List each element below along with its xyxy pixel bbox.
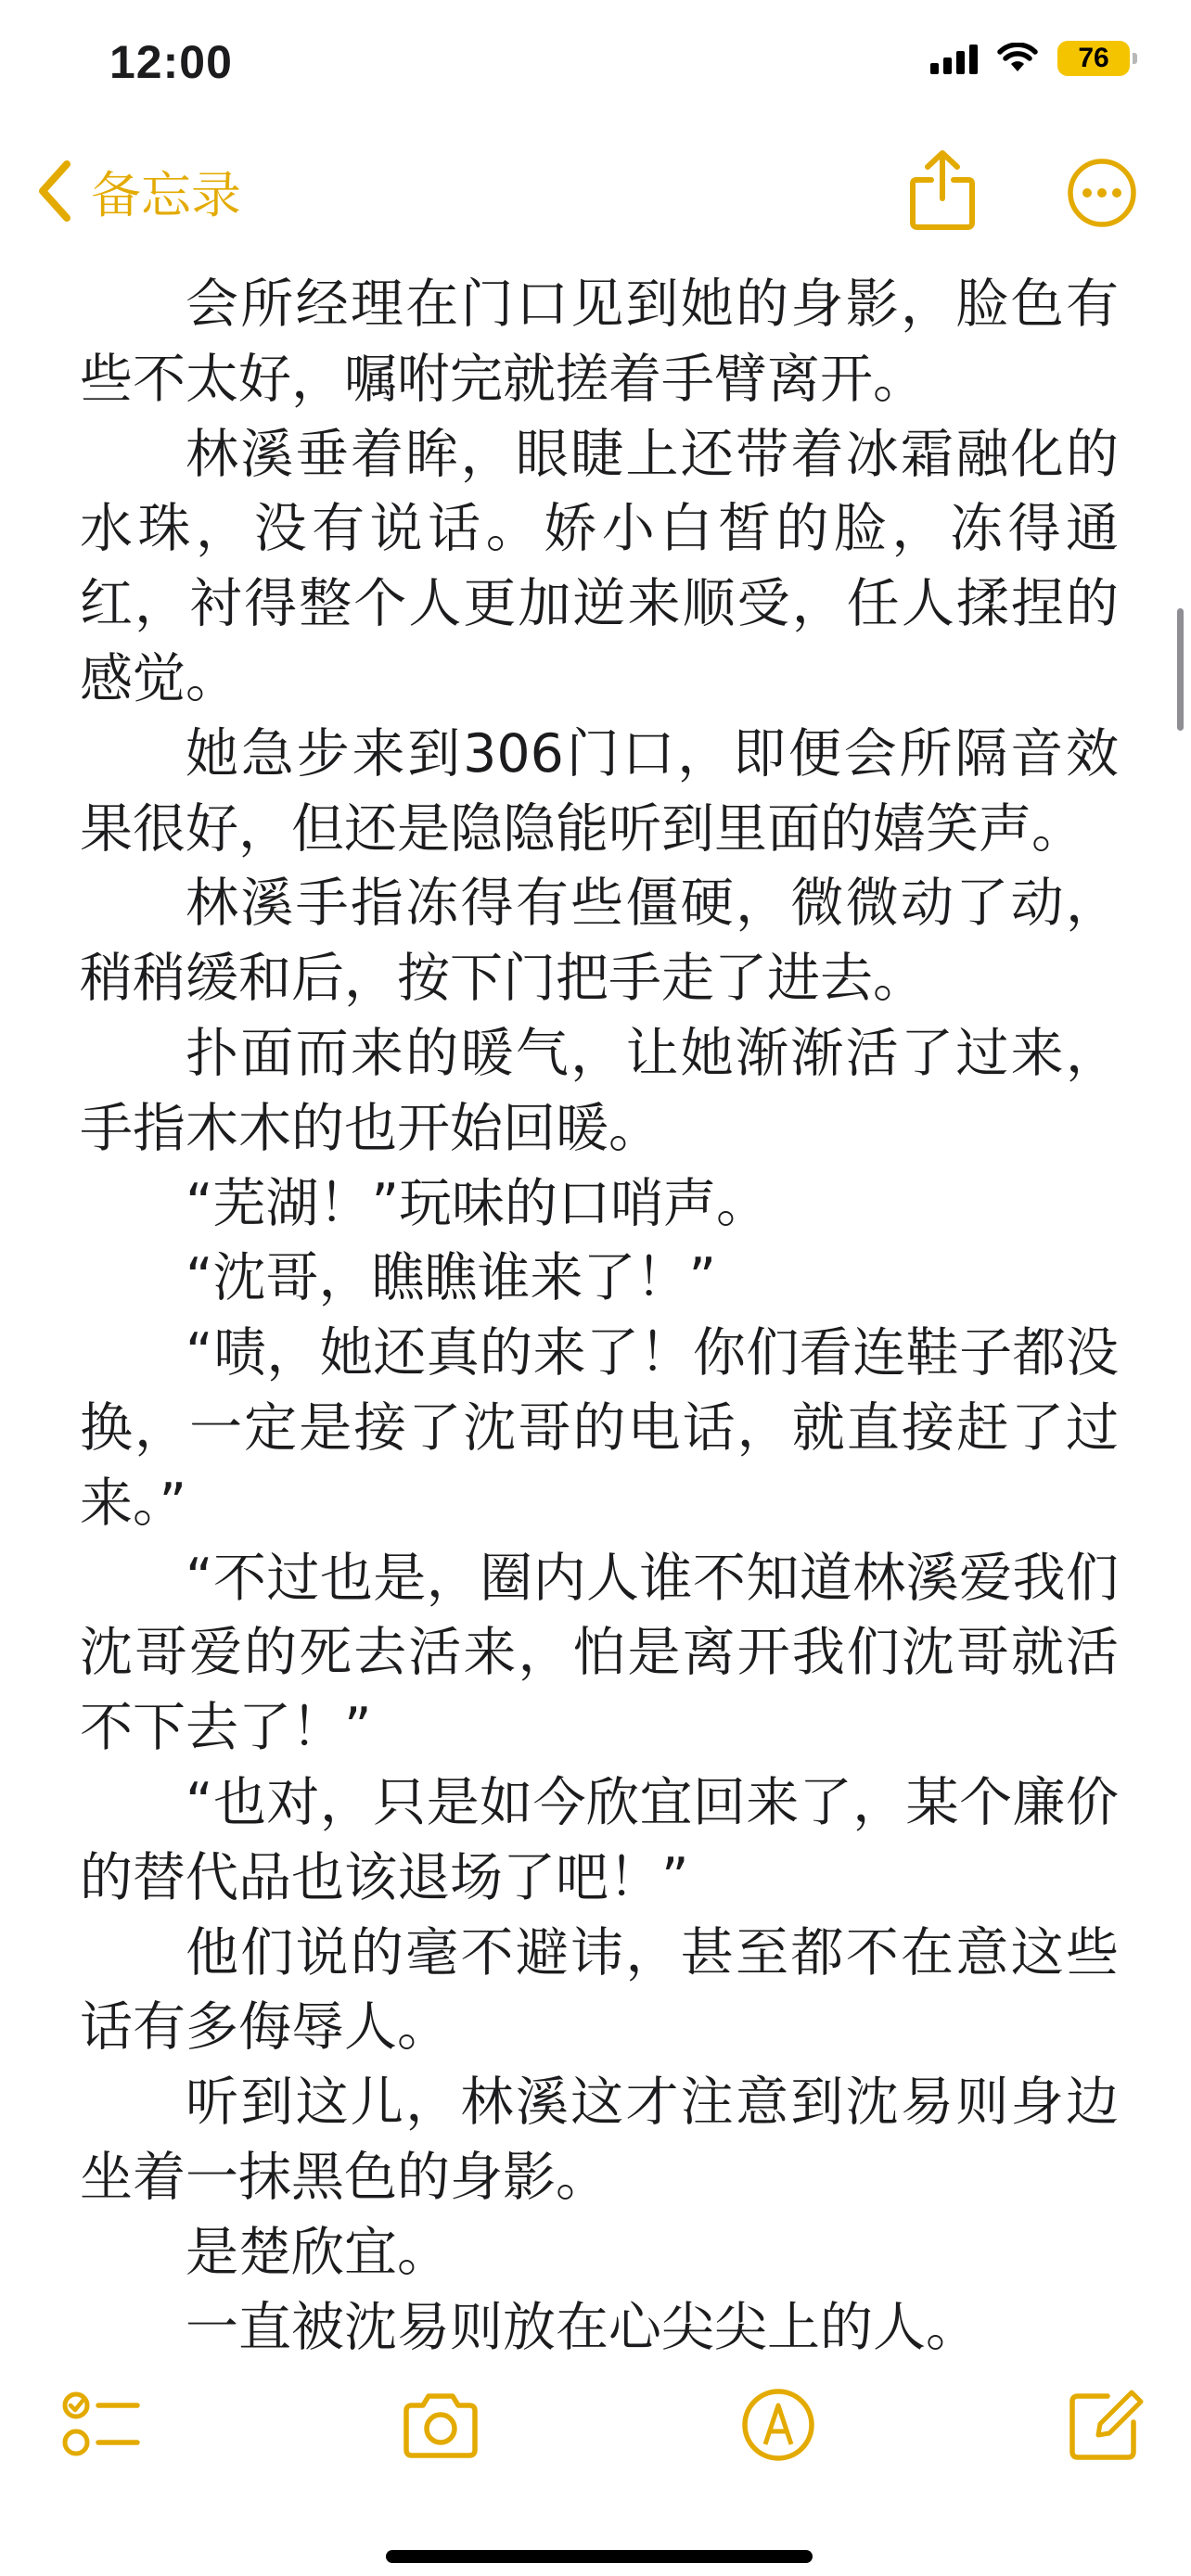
ellipsis-circle-icon[interactable] xyxy=(1067,158,1137,228)
battery-level: 76 xyxy=(1078,43,1109,73)
note-paragraph: 他们说的毫不避讳，甚至都不在意这些话有多侮辱人。 xyxy=(80,1921,1119,2059)
status-bar xyxy=(0,0,1191,139)
note-paragraph: “沈哥，瞧瞧谁来了！” xyxy=(186,1247,717,1309)
status-icons xyxy=(930,41,1130,76)
note-paragraph: 扑面而来的暖气，让她渐渐活了过来，手指木木的也开始回暖。 xyxy=(80,1022,1119,1159)
note-paragraph: “啧，她还真的来了！你们看连鞋子都没换，一定是接了沈哥的电话，就直接赶了过来。” xyxy=(80,1322,1119,1534)
status-time: 12:00 xyxy=(109,36,233,88)
share-icon[interactable] xyxy=(907,148,978,232)
wifi-icon xyxy=(996,43,1039,74)
back-button[interactable] xyxy=(33,156,241,226)
compose-icon[interactable] xyxy=(1063,2383,1146,2467)
scroll-indicator[interactable] xyxy=(1177,608,1184,731)
navigation-bar xyxy=(0,139,1191,241)
cellular-signal-icon xyxy=(930,43,978,74)
camera-icon[interactable] xyxy=(399,2383,482,2467)
note-paragraph: 听到这儿，林溪这才注意到沈易则身边坐着一抹黑色的身影。 xyxy=(80,2072,1119,2208)
note-paragraph: “不过也是，圈内人谁不知道林溪爱我们沈哥爱的死去活来，怕是离开我们沈哥就活不下去了！” xyxy=(80,1547,1119,1759)
chevron-left-icon xyxy=(33,159,74,223)
note-paragraph: 会所经理在门口见到她的身影，脸色有些不太好，嘱咐完就搓着手臂离开。 xyxy=(80,274,1119,410)
note-paragraph: “也对，只是如今欣宜回来了，某个廉价的替代品也该退场了吧！” xyxy=(80,1771,1119,1908)
note-paragraph: 她急步来到306门口，即便会所隔音效果很好，但还是隐隐能听到里面的嬉笑声。 xyxy=(80,722,1119,860)
markup-pen-icon[interactable] xyxy=(736,2383,820,2467)
battery-icon xyxy=(1057,41,1130,76)
note-paragraph: 一直被沈易则放在心尖尖上的人。 xyxy=(186,2296,979,2358)
bottom-toolbar xyxy=(0,2346,1191,2576)
home-indicator[interactable] xyxy=(386,2550,813,2563)
note-paragraph: “芜湖！”玩味的口哨声。 xyxy=(186,1172,770,1234)
checklist-icon[interactable] xyxy=(59,2383,143,2467)
note-paragraph: 林溪垂着眸，眼睫上还带着冰霜融化的水珠，没有说话。娇小白皙的脸，冻得通红，衬得整个人更加逆来顺受，任人揉捏的感觉。 xyxy=(80,423,1119,709)
back-label: 备忘录 xyxy=(91,165,241,224)
note-paragraph: 林溪手指冻得有些僵硬，微微动了动，稍稍缓和后，按下门把手走了进去。 xyxy=(80,873,1119,1010)
note-body[interactable] xyxy=(80,267,1119,2365)
note-paragraph: 是楚欣宜。 xyxy=(186,2221,450,2283)
